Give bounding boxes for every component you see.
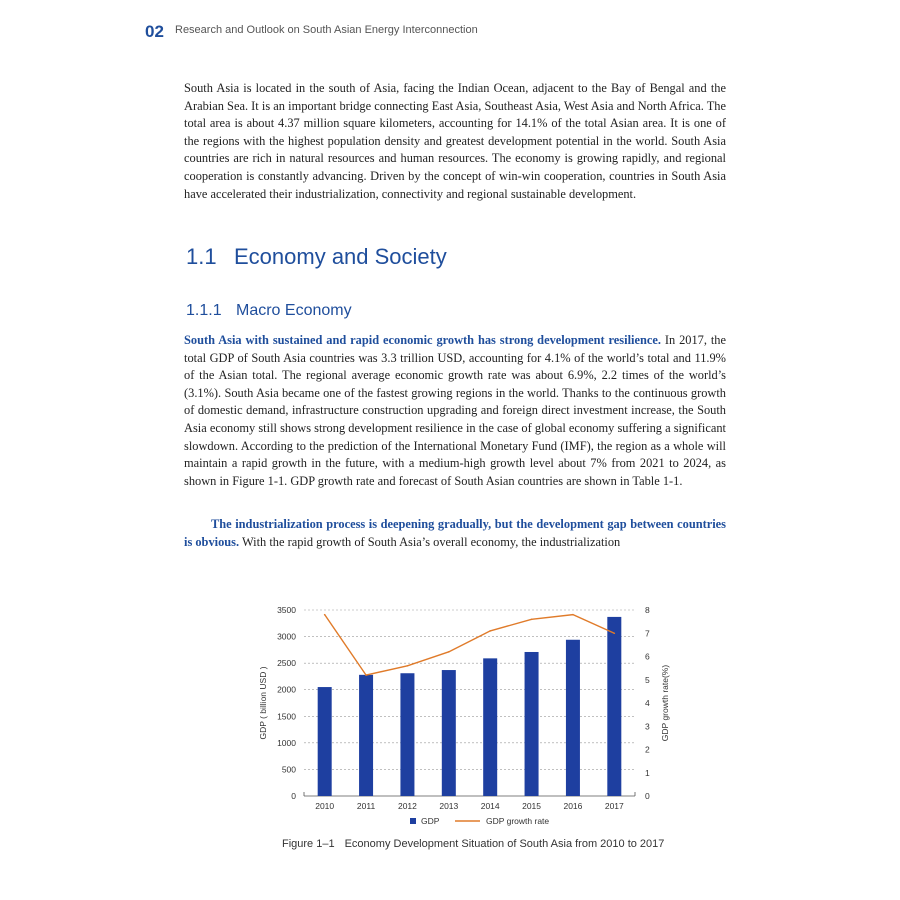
y2-tick-label: 5	[645, 674, 650, 685]
x-tick-label: 2011	[356, 801, 376, 811]
y2-tick-label: 3	[645, 721, 650, 732]
figure-caption	[282, 838, 664, 850]
x-tick-label: 2012	[397, 801, 417, 811]
section-title: Economy and Society	[234, 244, 447, 269]
point-gdp-growth-rate	[407, 665, 409, 667]
point-gdp-growth-rate	[614, 632, 616, 634]
y2-tick-label: 1	[645, 767, 650, 778]
x-tick-label: 2010	[315, 801, 335, 811]
y2-tick-label: 0	[645, 791, 650, 801]
paragraph-body: In 2017, the total GDP of South Asia countries was 3.3 trillion USD, accounting for 4.1% of the world’s total and 11.9% of the Asian total. The regional average economic growth rate was about 6.9%, 2.2 times of the world’s (3.1%). South Asia became one of the fastest growing regions in the world. Thanks to the continuous growth of domestic demand, infrastructure construction upgrading and foreign direct investment increase, the South Asia economy still shows strong development resilience in the case of global economy suffering a significant slowdown. According to the prediction of the International Monetary Fund (IMF), the region as a whole will maintain a rapid growth in the future, with a medium-high growth level about 7% from 2021 to 2024, as shown in Figure 1-1. GDP growth rate and forecast of South Asian countries are shown in Table 1-1.	[184, 333, 726, 488]
y2-tick-label: 7	[645, 628, 650, 639]
point-gdp-growth-rate	[572, 614, 574, 616]
point-gdp-growth-rate	[365, 674, 367, 676]
y2-tick-label: 6	[645, 651, 650, 662]
paragraph-body: With the rapid growth of South Asia’s overall economy, the industrialization	[239, 534, 621, 549]
y-tick-label: 3000	[277, 631, 296, 642]
subsection-number: 1.1.1	[186, 302, 222, 319]
y-axis-label: GDP ( billion USD )	[258, 666, 268, 740]
page-number: 02	[145, 22, 164, 41]
paragraph-lead: South Asia with sustained and rapid economic growth has strong development resilience.	[184, 333, 661, 347]
y2-axis-label: GDP growth rate(%)	[660, 664, 670, 742]
figure-caption-text: Economy Development Situation of South Asia from 2010 to 2017	[344, 838, 665, 850]
legend-swatch-gdp	[410, 818, 416, 824]
bar-gdp	[400, 673, 414, 796]
x-tick-label: 2014	[480, 801, 500, 811]
y-tick-label: 2500	[277, 658, 296, 669]
bar-gdp	[359, 675, 373, 796]
point-gdp-growth-rate	[531, 619, 533, 621]
bar-gdp	[483, 658, 497, 796]
x-tick-label: 2016	[563, 801, 583, 811]
bar-gdp	[318, 687, 332, 796]
legend-label-growth-rate: GDP growth rate	[486, 816, 550, 826]
subsection-title: Macro Economy	[236, 302, 352, 319]
y-tick-label: 500	[281, 764, 296, 775]
bar-gdp	[525, 652, 539, 796]
macro-economy-paragraph	[184, 332, 726, 490]
section-heading	[186, 244, 447, 270]
y-tick-label: 0	[291, 791, 296, 801]
bar-gdp	[607, 617, 621, 796]
gdp-chart	[240, 598, 680, 838]
subsection-heading	[186, 302, 352, 320]
x-tick-label: 2013	[439, 801, 459, 811]
y2-tick-label: 8	[645, 605, 650, 615]
legend-label-gdp: GDP	[421, 816, 440, 826]
paragraph-lead: The industrialization process is deepening gradually, but the development gap between countries is obvious.	[184, 517, 726, 549]
page-header	[145, 22, 478, 42]
intro-paragraph: South Asia is located in the south of Asia, facing the Indian Ocean, adjacent to the Bay of Bengal and the Arabian Sea. It is an important bridge connecting East Asia, Southeast Asia, West Asia and North Africa. The total area is about 4.37 million square kilometers, accounting for 14.1% of the total Asian area. It is one of the regions with the highest population density and greatest development potential in the world. South Asia countries are rich in natural resources and human resources. The economy is growing rapidly, and regional cooperation is constantly advancing. Driven by the concept of win-win cooperation, countries in South Asia have accelerated their industrialization, connectivity and regional sustainable development.	[184, 81, 726, 201]
y-tick-label: 1000	[277, 737, 296, 748]
section-number: 1.1	[186, 244, 217, 269]
bar-gdp	[442, 670, 456, 796]
x-tick-label: 2017	[604, 801, 624, 811]
y-tick-label: 1500	[277, 711, 296, 722]
y2-tick-label: 4	[645, 698, 650, 708]
y2-tick-label: 2	[645, 744, 650, 755]
industrialization-paragraph	[184, 516, 726, 551]
point-gdp-growth-rate	[489, 630, 491, 632]
y-tick-label: 2000	[277, 684, 296, 695]
bar-gdp	[566, 640, 580, 796]
y-tick-label: 3500	[277, 605, 296, 615]
running-title: Research and Outlook on South Asian Energy Interconnection	[175, 24, 478, 36]
point-gdp-growth-rate	[448, 651, 450, 653]
point-gdp-growth-rate	[324, 614, 326, 616]
figure-number: Figure 1–1	[282, 838, 335, 850]
x-tick-label: 2015	[522, 801, 542, 811]
